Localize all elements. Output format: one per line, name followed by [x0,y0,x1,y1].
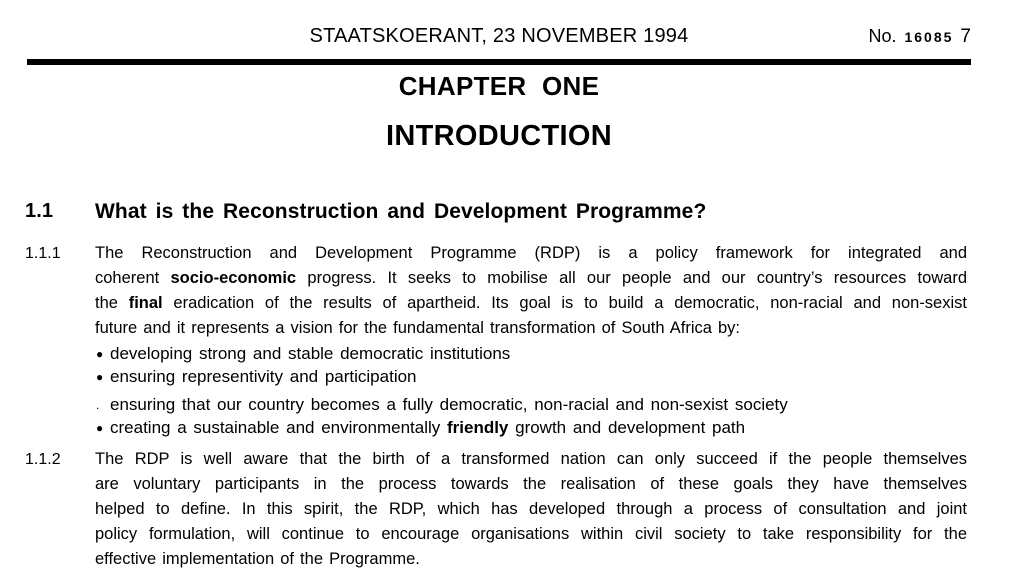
paragraph-1-1-2 [25,447,967,571]
header-rule [27,59,971,65]
section-number: 1.1 [25,200,54,222]
gazette-number: 16085 [904,29,954,45]
bullet-item-4 [96,417,968,439]
goal-bullet-list [96,343,968,440]
chapter-subtitle: INTRODUCTION [386,120,612,152]
bullet-item-3 [96,394,968,416]
bullet-item-1 [96,343,968,365]
section-heading: What is the Reconstruction and Development Programme? [95,200,707,223]
gazette-no-label: No. [868,26,897,46]
bullet-text: developing strong and stable democratic institutions [110,344,511,363]
paragraph-number: 1.1.1 [25,245,61,262]
bullet-text: creating a sustainable and environmentally friendly growth and development path [110,418,746,437]
paragraph-text: The RDP is well aware that the birth of a transformed nation can only succeed if the people themselves are voluntary participants in the process towards the realisation of these goals they have themselves helped to define. In this spirit, the RDP, which has developed through a process of consultation and joint policy formulation, will continue to encourage organisations within civil society to take responsibility for the effective implementation of the Programme. [95,450,967,568]
bullet-text: ensuring that our country becomes a fully democratic, non-racial and non-sexist society [110,395,788,414]
gazette-header-title: STAATSKOERANT, 23 NOVEMBER 1994 [309,25,689,47]
paragraph-text: The Reconstruction and Development Programme (RDP) is a policy framework for integrated and coherent socio-economic progress. It seeks to mobilise all our people and our country’s resources toward the final eradication of the results of apartheid. Its goal is to build a democratic, non-racial and non-sexist future and it represents a vision for the fundamental transformation of South Africa by: [95,244,968,337]
paragraph-number: 1.1.2 [25,451,61,468]
chapter-title: CHAPTER ONE [398,71,600,101]
bullet-icon: ● [96,347,104,361]
page-number: 7 [960,26,971,47]
bullet-icon: . [96,398,100,412]
bullet-icon: ● [96,421,104,435]
gazette-number-block [868,26,971,48]
bullet-text: ensuring representivity and participation [110,367,417,386]
bullet-icon: ● [96,370,104,384]
bullet-item-2 [96,366,968,388]
section-heading-row [25,200,967,224]
paragraph-1-1-1 [25,241,967,341]
